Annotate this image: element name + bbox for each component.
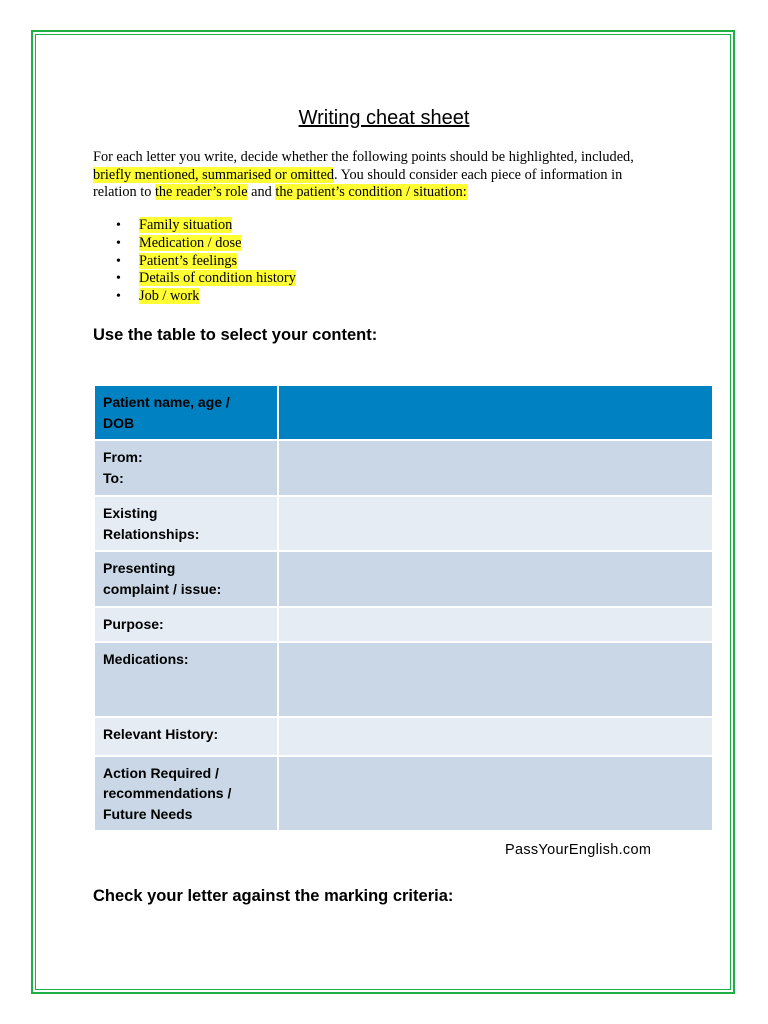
intro-paragraph (93, 149, 653, 202)
intro-highlight-1: briefly mentioned, summarised or omitted (93, 166, 335, 183)
row-label: From: To: (94, 440, 278, 496)
points-list (93, 217, 296, 306)
list-item-text: Details of condition history (139, 270, 296, 287)
table-row (94, 607, 713, 642)
intro-text-3: and (247, 184, 276, 200)
row-label: Patient name, age / DOB (94, 385, 278, 440)
row-value-cell[interactable] (278, 717, 713, 756)
list-item-text: Job / work (139, 288, 200, 305)
table-heading: Use the table to select your content: (93, 326, 378, 344)
page-title: Writing cheat sheet (298, 107, 470, 129)
bullet-icon: • (116, 289, 121, 305)
intro-highlight-2: the reader’s role (154, 184, 248, 200)
content-table (93, 384, 714, 832)
bullet-icon: • (116, 253, 121, 269)
table-row (94, 642, 713, 717)
list-item (93, 217, 296, 235)
list-item (93, 270, 296, 288)
list-item-text: Family situation (139, 217, 233, 233)
closing-heading: Check your letter against the marking criteria: (93, 887, 454, 905)
list-item (93, 235, 296, 253)
table-row (94, 717, 713, 756)
table-row (94, 385, 713, 440)
bullet-icon: • (116, 218, 121, 233)
bullet-icon: • (116, 271, 121, 287)
row-label: Medications: (94, 642, 278, 717)
row-label: Action Required / recommendations / Future Needs (94, 756, 278, 832)
list-item-text: Patient’s feelings (139, 252, 238, 269)
row-label: Presenting complaint / issue: (94, 551, 278, 607)
row-value-cell[interactable] (278, 496, 713, 551)
row-value-cell[interactable] (278, 440, 713, 496)
list-item (93, 253, 296, 271)
table-row (94, 440, 713, 496)
intro-text-1: For each letter you write, decide whether the following points should be highlighted, included, (93, 149, 634, 165)
list-item-text: Medication / dose (139, 234, 242, 251)
row-label: Existing Relationships: (94, 496, 278, 551)
row-value-cell[interactable] (278, 551, 713, 607)
row-value-cell[interactable] (278, 756, 713, 832)
row-value-cell[interactable] (278, 642, 713, 717)
intro-highlight-3: the patient’s condition / situation: (275, 184, 467, 200)
brand-logo-text: PassYourEnglish.com (505, 842, 652, 858)
list-item (93, 288, 296, 306)
row-value-cell[interactable] (278, 385, 713, 440)
table-row (94, 756, 713, 832)
table-row (94, 496, 713, 551)
row-label: Relevant History: (94, 717, 278, 756)
row-label: Purpose: (94, 607, 278, 642)
bullet-icon: • (116, 235, 121, 251)
table-row (94, 551, 713, 607)
intro-text-2: . You should consider each piece of information in relation to (93, 166, 623, 200)
row-value-cell[interactable] (278, 607, 713, 642)
